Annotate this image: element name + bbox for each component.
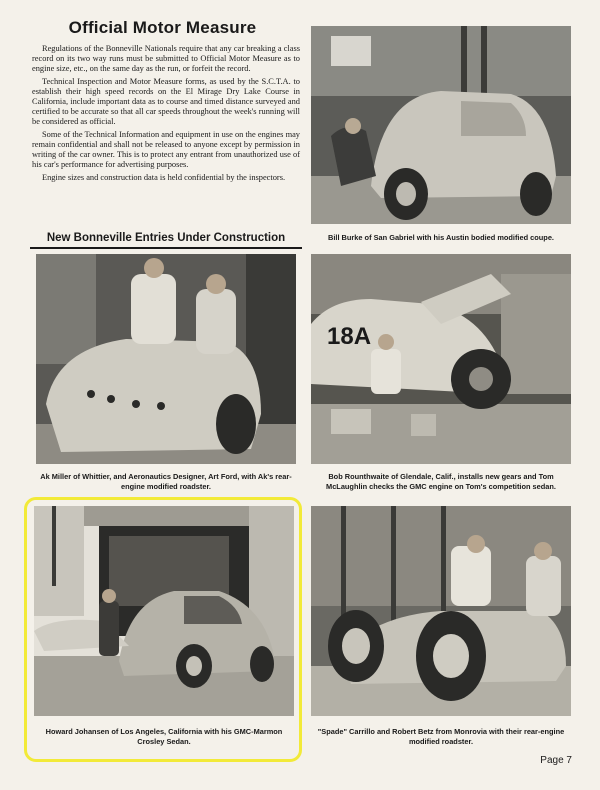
page-number: Page 7 — [540, 755, 572, 766]
photo-burke-coupe — [311, 26, 571, 224]
photo-caption: Ak Miller of Whittier, and Aeronautics Designer, Art Ford, with Ak's rear-engine modified roadster. — [40, 472, 292, 491]
photo-caption: Bob Rounthwaite of Glendale, Calif., installs new gears and Tom McLaughlin checks the GMC engine on Tom's competition sedan. — [326, 472, 556, 491]
section-heading: New Bonneville Entries Under Construction — [30, 232, 302, 249]
photo-caption: Howard Johansen of Los Angeles, California with his GMC-Marmon Crosley Sedan. — [45, 727, 283, 746]
photo-caption: Bill Burke of San Gabriel with his Austin bodied modified coupe. — [328, 233, 554, 242]
intro-paragraph: Technical Inspection and Motor Measure forms, as used by the S.C.T.A. to establish their high speed records on the El Mirage Dry Lake Course in California, include important data as to course and timed distance surveyed and certified to be accurate so that all car speeds throughout the week's running will be considered as official. — [32, 77, 300, 126]
intro-paragraph: Engine sizes and construction data is held confidential by the inspectors. — [42, 173, 286, 182]
photo-miller-roadster — [36, 254, 296, 464]
photo-carrillo-roadster — [311, 506, 571, 716]
photo-caption: "Spade" Carrillo and Robert Betz from Monrovia with their rear-engine modified roadster. — [317, 727, 565, 746]
intro-text — [32, 44, 300, 186]
intro-paragraph: Some of the Technical Information and equipment in use on the engines may remain confidential and shall not be released to anyone except by permission in writing of the car owner. This is to protect any entrant from unauthorized use of his car's performance for advertising purposes. — [32, 130, 300, 169]
car-number: 18A — [327, 323, 372, 350]
intro-paragraph: Regulations of the Bonneville Nationals require that any car breaking a class record on its two way runs must be submitted to Official Motor Measure as to engine size, etc., on the same day as the run, or forfeit the record. — [32, 44, 300, 73]
page-title: Official Motor Measure — [68, 18, 257, 37]
photo-rounthwaite-sedan — [311, 254, 571, 464]
highlight-box — [24, 497, 302, 762]
